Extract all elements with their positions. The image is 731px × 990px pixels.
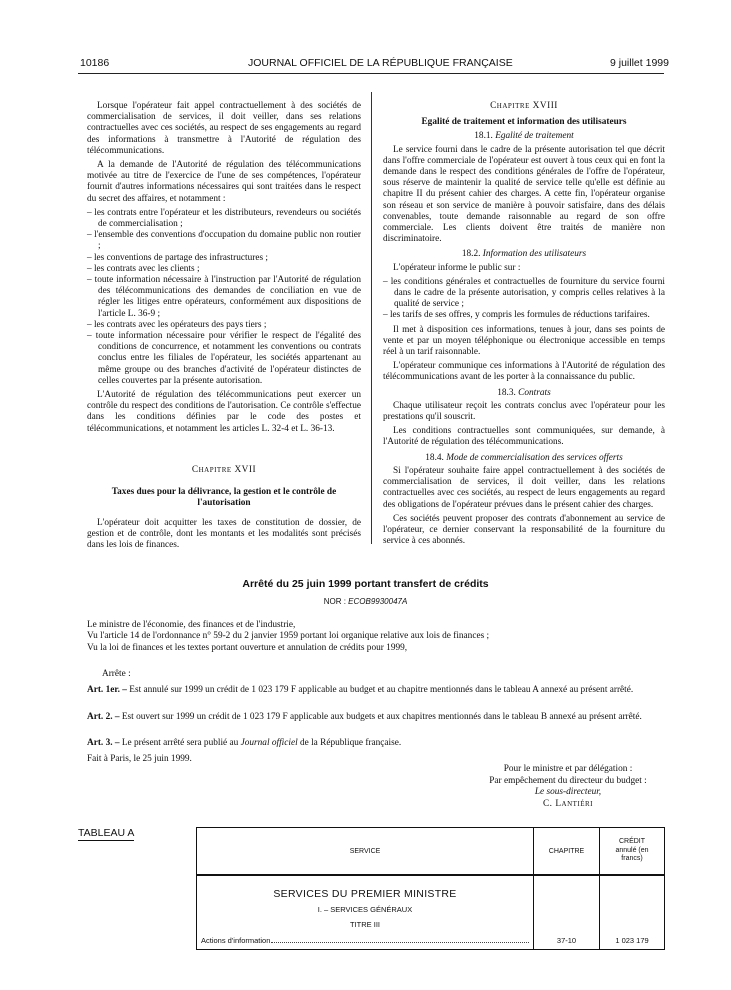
- arrete-visas: [87, 620, 665, 654]
- section-number: 18.2.: [461, 249, 481, 260]
- visa-line: Vu l'article 14 de l'ordonnance n° 59-2 du 2 janvier 1959 portant loi organique relative aux lois de finances ;: [87, 631, 490, 642]
- section-number: 18.1.: [474, 131, 493, 142]
- chapter-heading: Chapitre XVIII: [490, 101, 558, 111]
- column-divider: [371, 92, 372, 544]
- section-number: 18.4.: [425, 452, 444, 463]
- visa-line: Vu la loi de finances et les textes portant ouverture et annulation de crédits pour 1999,: [87, 642, 408, 653]
- column-header: SERVICE: [197, 828, 534, 876]
- article-text: de la République française.: [300, 738, 402, 748]
- table-row: [197, 875, 665, 950]
- article-label: Art. 1er. –: [87, 685, 127, 695]
- credit-cell: 1 023 179: [600, 875, 665, 950]
- article-3: [87, 738, 665, 749]
- section-name: SERVICES DU PREMIER MINISTRE: [273, 888, 457, 900]
- chapter-title: Taxes dues pour la délivrance, la gestion et le contrôle de l'autorisation: [111, 487, 337, 509]
- chapter-title: Egalité de traitement et information des utilisateurs: [421, 117, 627, 128]
- left-paragraph: Lorsque l'opérateur fait appel contractuellement à des sociétés de commercialisation de services, il doit veiller, dans ses relations contractuelles avec ces sociétés, au respect de ses engagements au regard des informations à transmettre à l'Autorité de régulation des télécommunications.: [87, 101, 361, 156]
- article-1: [87, 685, 665, 696]
- right-paragraph: Si l'opérateur souhaite faire appel contractuellement à des sociétés de commercialisation de services, il doit veiller, dans les relations contractuelles avec ces sociétés, au respect de leurs engagements au regard des obligations de l'opérateur prévues dans le présent cahier des charges.: [383, 465, 665, 510]
- table-label: TABLEAU A: [78, 827, 135, 839]
- page-number: 10186: [80, 57, 110, 69]
- done-at: Fait à Paris, le 25 juin 1999.: [87, 754, 192, 764]
- right-paragraph: Le service fourni dans le cadre de la présente autorisation tel que décrit dans l'offre commerciale de l'opérateur est ouvert à tous ceux qui en font la demande dans le respect des conditions générales de l'offre de l'opérateur, sous réserve de maintenir la qualité de service telle qu'elle est définie au chapitre II du présent cahier des charges. A cette fin, l'opérateur organise son réseau et son service de manière à pouvoir satisfaire, dans des délais convenables, toute demande raisonnable au regard de son offre commerciale. Les clients doivent être traités de manière non discriminatoire.: [383, 144, 665, 245]
- left-list: [87, 208, 361, 387]
- list-item: – les contrats entre l'opérateur et les distributeurs, revendeurs ou sociétés de commercialisation ;: [87, 207, 361, 230]
- list-item: – l'ensemble des conventions d'occupation du domaine public non routier ;: [87, 230, 361, 252]
- right-list: [383, 277, 665, 322]
- chapitre-cell: 37-10: [534, 875, 600, 950]
- left-paragraph: L'opérateur doit acquitter les taxes de constitution de dossier, de gestion et de contrôle, dont les montants et les modalités sont précisés dans les lois de finances.: [87, 517, 361, 550]
- row-label: Actions d'information: [201, 936, 271, 945]
- credit-table: [196, 827, 665, 950]
- titre-name: TITRE III: [350, 920, 380, 929]
- section-heading: [383, 453, 665, 464]
- signatory-name: C. Lantiéri: [542, 798, 594, 809]
- list-item: – toute information nécessaire à l'instruction par l'Autorité de régulation des télécommunications des demandes de conciliation en vue de régler les litiges entre opérateurs, conformément aux dispositions de l'article L. 36-9 ;: [87, 275, 361, 319]
- section-heading: [383, 388, 665, 399]
- nor-reference: [0, 597, 731, 606]
- nor-label: NOR :: [323, 597, 346, 606]
- right-paragraph: L'opérateur communique ces informations à l'Autorité de régulation des télécommunications avant de les porter à la connaissance du public.: [383, 361, 665, 383]
- right-paragraph: Chaque utilisateur reçoit les contrats conclus avec l'opérateur pour les prestations qu'il souscrit.: [383, 400, 665, 423]
- left-paragraph: A la demande de l'Autorité de régulation des télécommunications motivée au titre de l'exercice de l'une de ses compétences, l'opérateur fournit d'autres informations nécessaires qui sont traitées dans le respect du secret des affaires, et notamment :: [87, 160, 361, 204]
- article-label: Art. 3. –: [87, 738, 120, 748]
- left-column: [87, 101, 361, 554]
- right-paragraph: L'opérateur informe le public sur :: [393, 262, 521, 273]
- header-rule: [78, 73, 664, 74]
- list-item: – les contrats avec les opérateurs des pays tiers ;: [87, 319, 267, 330]
- section-heading: [383, 131, 665, 142]
- signature-line: Pour le ministre et par délégation :: [503, 764, 633, 774]
- section-title: Information des utilisateurs: [482, 249, 587, 260]
- left-paragraph: L'Autorité de régulation des télécommunications peut exercer un contrôle du respect des conditions de l'autorisation. Ce contrôle s'effectue dans les conditions définies par le code des postes et télécommunications, et notamment les articles L. 32-4 et L. 36-13.: [87, 390, 361, 434]
- section-title: Egalité de traitement: [495, 131, 574, 142]
- right-paragraph: Ces sociétés peuvent proposer des contrats d'abonnement au service de l'opérateur, ce dernier conservant la responsabilité de la fourniture du service à ces abonnés.: [383, 513, 665, 547]
- subsection-name: I. – SERVICES GÉNÉRAUX: [317, 905, 413, 914]
- signature-block: [468, 764, 668, 810]
- section-title: Contrats: [518, 387, 551, 398]
- signature-line: Par empêchement du directeur du budget :: [489, 775, 647, 786]
- chapter-heading: Chapitre XVII: [191, 464, 257, 475]
- article-label: Art. 2. –: [87, 712, 120, 722]
- right-column: [383, 101, 665, 550]
- article-text: Est ouvert sur 1999 un crédit de 1 023 179 F applicable aux budgets et aux chapitres mentionnés dans le tableau B annexé au présent arrêté.: [121, 712, 642, 722]
- right-paragraph: Il met à disposition ces informations, tenues à jour, dans ses points de vente et par un moyen téléphonique ou électronique accessible en temps réel à un tarif raisonnable.: [383, 324, 665, 358]
- list-item: – les contrats avec les clients ;: [87, 263, 200, 274]
- leader-dots: [271, 942, 529, 943]
- article-2: [87, 712, 665, 723]
- journal-title: JOURNAL OFFICIEL DE LA RÉPUBLIQUE FRANÇAISE: [248, 57, 513, 69]
- column-header: CHAPITRE: [534, 828, 600, 876]
- column-header: CRÉDIT annulé (en francs): [600, 828, 665, 876]
- visa-line: Le ministre de l'économie, des finances et de l'industrie,: [87, 620, 296, 630]
- article-text: Est annulé sur 1999 un crédit de 1 023 179 F applicable au budget et au chapitre mentionnés dans le tableau A annexé au présent arrêté.: [129, 685, 634, 695]
- service-cell: [197, 875, 534, 950]
- right-paragraph: Les conditions contractuelles sont communiquées, sur demande, à l'Autorité de régulation des télécommunications.: [383, 426, 665, 448]
- arrete-title: Arrêté du 25 juin 1999 portant transfert de crédits: [242, 578, 489, 590]
- issue-date: 9 juillet 1999: [610, 57, 669, 69]
- section-number: 18.3.: [497, 387, 516, 398]
- nor-value: ECOB9930047A: [348, 597, 408, 606]
- arrete-word: Arrête :: [102, 669, 131, 679]
- signature-line: Le sous-directeur,: [534, 787, 602, 797]
- journal-name: Journal officiel: [240, 738, 298, 748]
- row-label-line: [201, 936, 529, 945]
- article-text: Le présent arrêté sera publié au: [121, 738, 239, 748]
- list-item: – les conditions générales et contractuelles de fourniture du service fourni dans le cadre de la présente autorisation, y compris celles relatives à la qualité de service ;: [383, 276, 665, 310]
- list-item: – toute information nécessaire pour vérifier le respect de l'égalité des conditions de concurrence, et notamment les conventions ou contrats conclus entre les filiales de l'opérateur, les sociétés appartenant au même groupe ou des branches d'activité de l'opérateur distinctes de celles couvertes par la présente autorisation.: [87, 331, 361, 386]
- section-title: Mode de commercialisation des services offerts: [446, 452, 623, 463]
- list-item: – les conventions de partage des infrastructures ;: [87, 252, 268, 263]
- table-header-row: [197, 828, 665, 876]
- section-heading: [383, 249, 665, 260]
- list-item: – les tarifs de ses offres, y compris les formules de réductions tarifaires.: [383, 310, 650, 321]
